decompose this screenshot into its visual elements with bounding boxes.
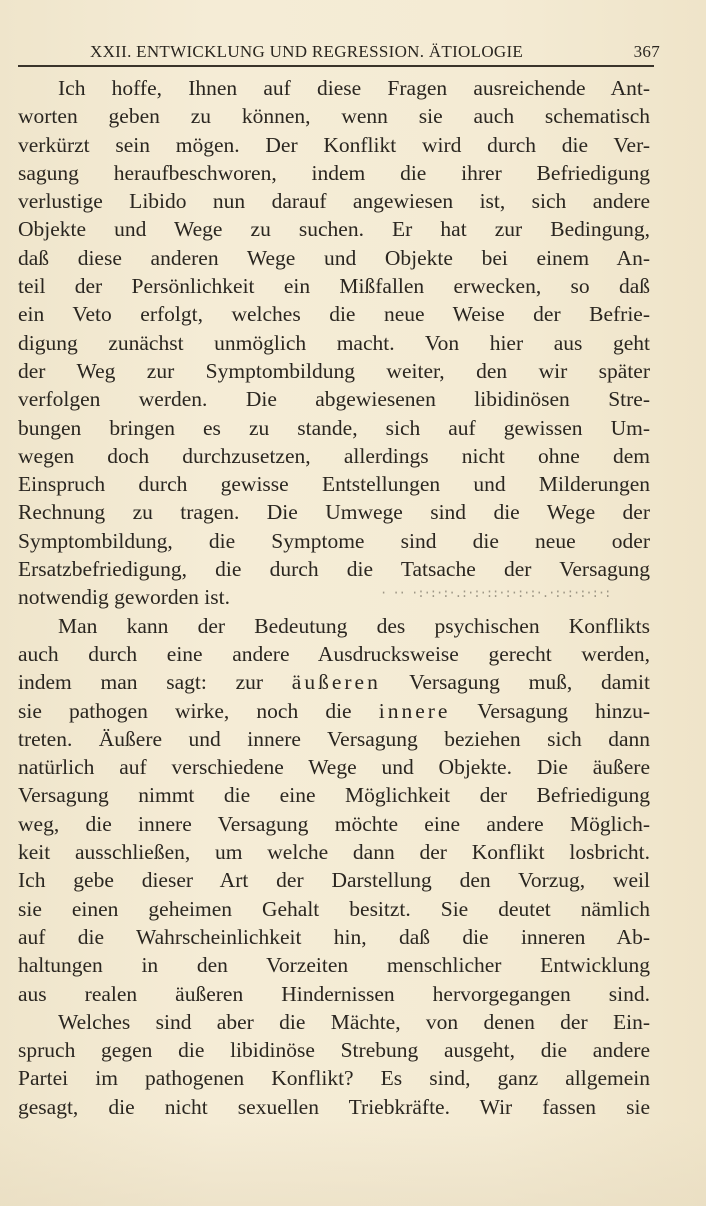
header-rule <box>18 65 654 67</box>
text-line: auch durch eine andere Ausdrucksweise gerecht werden, <box>18 641 650 666</box>
text-line-emphasis <box>18 668 650 696</box>
text-line: gesagt, die nicht sexuellen Triebkräfte. Wir fassen sie <box>18 1094 650 1119</box>
spaced-emphasis: innere <box>378 698 451 723</box>
text-line: sie einen geheimen Gehalt besitzt. Sie deutet nämlich <box>18 896 650 921</box>
text-line: verkürzt sein mögen. Der Konflikt wird durch die Ver- <box>18 132 650 157</box>
text-line: digung zunächst unmöglich macht. Von hier aus geht <box>18 330 650 355</box>
text-line: haltungen in den Vorzeiten menschlicher Entwicklung <box>18 953 650 978</box>
chapter-title: XXII. ENTWICKLUNG UND REGRESSION. ÄTIOLOGIE <box>90 42 524 61</box>
text-fragment: Versagung hinzu- <box>450 698 651 723</box>
spaced-emphasis: äußeren <box>291 670 381 695</box>
text-line: auf die Wahrscheinlichkeit hin, daß die inneren Ab- <box>18 924 650 949</box>
text-line: daß diese anderen Wege und Objekte bei einem An- <box>18 245 650 270</box>
text-line: aus realen äußeren Hindernissen hervorgegangen sind. <box>18 981 650 1006</box>
text-line: Rechnung zu tragen. Die Umwege sind die Wege der <box>18 500 650 525</box>
text-line: treten. Äußere und innere Versagung beziehen sich dann <box>18 726 650 751</box>
text-line: bungen bringen es zu stande, sich auf gewissen Um- <box>18 415 650 440</box>
text-line: verlustige Libido nun darauf angewiesen ist, sich andere <box>18 189 650 214</box>
text-line: weg, die innere Versagung möchte eine andere Möglich- <box>18 811 650 836</box>
text-line: natürlich auf verschiedene Wege und Objekte. Die äußere <box>18 755 650 780</box>
text-line: spruch gegen die libidinöse Strebung ausgeht, die andere <box>18 1038 650 1063</box>
text-fragment: sie pathogen wirke, noch die <box>18 698 379 723</box>
paper-foxing <box>0 1120 706 1206</box>
text-line: Objekte und Wege zu suchen. Er hat zur Bedingung, <box>18 217 650 242</box>
text-line: verfolgen werden. Die abgewiesenen libidinösen Stre- <box>18 387 650 412</box>
print-bleed-through: · ·· ·:·:·:·.:·:·::·:·:·:·.·:·:·:·:·: <box>380 586 611 600</box>
text-line: der Weg zur Symptombildung weiter, den wir später <box>18 358 650 383</box>
text-line: worten geben zu können, wenn sie auch schematisch <box>18 104 650 129</box>
text-line: teil der Persönlichkeit ein Mißfallen erwecken, so daß <box>18 274 650 299</box>
text-fragment: indem man sagt: zur <box>18 670 292 695</box>
text-line: Versagung nimmt die eine Möglichkeit der Befriedigung <box>18 783 650 808</box>
text-line: wegen doch durchzusetzen, allerdings nicht ohne dem <box>18 443 650 468</box>
text-line: Man kann der Bedeutung des psychischen Konflikts <box>58 613 650 638</box>
text-line-paragraph-end: notwendig geworden ist. <box>18 585 230 610</box>
text-line: sagung heraufbeschworen, indem die ihrer Befriedigung <box>18 160 650 185</box>
page-number: 367 <box>633 42 660 61</box>
text-line: Partei im pathogenen Konflikt? Es sind, ganz allgemein <box>18 1066 650 1091</box>
text-line: Symptombildung, die Symptome sind die neue oder <box>18 528 650 553</box>
text-line: ein Veto erfolgt, welches die neue Weise der Befrie- <box>18 302 650 327</box>
text-line: Ich gebe dieser Art der Darstellung den Vorzug, weil <box>18 868 650 893</box>
text-line: keit ausschließen, um welche dann der Konflikt losbricht. <box>18 840 650 865</box>
text-line: Welches sind aber die Mächte, von denen der Ein- <box>58 1009 650 1034</box>
text-fragment: Versagung muß, damit <box>380 670 650 695</box>
text-line: Ersatzbefriedigung, die durch die Tatsache der Versagung <box>18 557 650 582</box>
running-header <box>18 40 660 66</box>
text-line: Ich hoffe, Ihnen auf diese Fragen ausreichende Ant- <box>58 76 650 100</box>
text-line: Einspruch durch gewisse Entstellungen und Milderungen <box>18 472 650 497</box>
text-line-emphasis <box>18 697 650 725</box>
